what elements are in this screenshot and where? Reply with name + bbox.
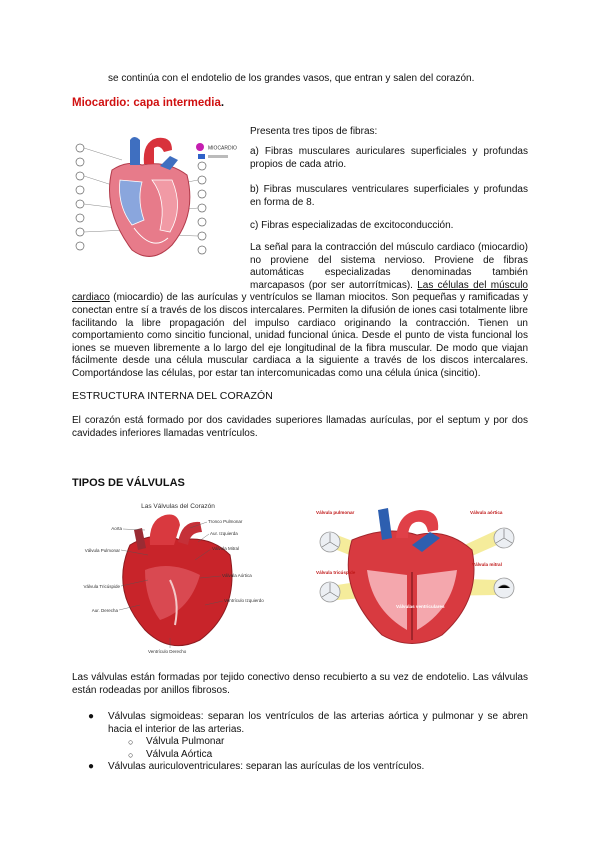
fibra-a: a) Fibras musculares auriculares superficiales y profundas propios de cada atrio.	[250, 146, 528, 170]
label-aorta: Aorta	[111, 526, 122, 531]
miocardio-legend-label: MIOCARDIO	[208, 145, 237, 152]
valvulas-heading: TIPOS DE VÁLVULAS	[72, 477, 185, 489]
heart-valves-illustration	[83, 500, 265, 660]
miocardio-heading	[72, 97, 224, 109]
sub-list-item	[88, 749, 528, 762]
label-valvula-tricuspide: Válvula Tricúspide	[83, 584, 120, 589]
label-valvula-aortica: Válvula Aórtica	[222, 573, 252, 578]
label-valvula-pulmonar: Válvula Pulmonar	[84, 548, 120, 553]
label-r-valvula-pulmonar: Válvula pulmonar	[316, 510, 355, 515]
label-tronco-pulmonar: Tronco Pulmonar	[208, 519, 243, 524]
estructura-heading: ESTRUCTURA INTERNA DEL CORAZÓN	[72, 390, 273, 402]
estructura-text: El corazón está formado por dos cavidades superiores llamadas aurículas, por el septum y por dos cavidades inferiores llamadas ventrículos.	[72, 415, 528, 439]
senal-paragraph	[72, 242, 528, 381]
label-aur-derecha: Aur. Derecha	[91, 608, 118, 613]
label-valvula-mitral: Válvula Mitral	[212, 546, 240, 551]
label-r-valvula-aortica: Válvula aórtica	[470, 510, 503, 515]
sub-list-item-text: Válvula Aórtica	[146, 748, 213, 760]
sub-list-item	[88, 736, 528, 749]
intro-text: se continúa con el endotelio de los grandes vasos, que entran y salen del corazón.	[108, 73, 475, 84]
list-item	[88, 711, 528, 736]
fibra-b: b) Fibras musculares ventriculares superficiales y profundas en forma de 8.	[250, 184, 528, 208]
senal-underlined-2: cardiaco	[72, 292, 110, 304]
valves-figure-title: Las Válvulas del Corazón	[141, 503, 215, 510]
label-r-valvula-tricuspide: Válvula tricúspide	[316, 570, 356, 575]
label-ventriculo-derecho: Ventrículo Derecho	[148, 649, 187, 654]
figure-float-spacer	[72, 242, 250, 292]
sub-list-item-text: Válvula Pulmonar	[146, 736, 225, 748]
miocardio-heading-text: Miocardio: capa intermedia	[72, 97, 221, 109]
senal-text-1: La señal para la contracción del músculo cardiaco (miocardio) no proviene del sistema nervioso. Proviene de fibras automáticas especializadas denominadas también marcapasos (por ser autorrítmicas).	[250, 242, 528, 291]
fibras-intro: Presenta tres tipos de fibras:	[250, 126, 378, 137]
valves-figure-left	[83, 500, 265, 660]
valves-cross-section-illustration	[312, 500, 522, 655]
label-aur-izquierda: Aur. Izquierda	[210, 531, 238, 536]
label-ventriculo-izquierdo: Ventrículo Izquierdo	[224, 598, 264, 603]
valvulas-text: Las válvulas están formadas por tejido conectivo denso recubierto a su vez de endotelio. Las válvulas están rodeadas por anillos fibrosos.	[72, 672, 528, 696]
heading-dot: .	[220, 97, 225, 109]
circle-bullet-icon: ○	[128, 737, 134, 748]
miocardio-legend-swatch	[196, 143, 204, 151]
circle-bullet-icon: ○	[128, 749, 134, 760]
bullet-icon: ●	[88, 711, 95, 722]
list-item-text: Válvulas auriculoventriculares: separan las aurículas de los ventrículos.	[108, 761, 425, 773]
label-r-valvulas-ventriculares: Válvulas ventriculares	[396, 604, 445, 609]
list-item-text: Válvulas sigmoideas: separan los ventrículos de las arterias aórtica y pulmonar y se abren hacia el interior de las arterias.	[108, 711, 528, 735]
fibra-c: c) Fibras especializadas de excitoconducción.	[250, 220, 454, 231]
senal-text-2: (miocardio) de las aurículas y ventrículos se llaman miocitos. Son pequeñas y ramificadas y conectan entre sí a través de los discos intercalares. Permiten la difusión de iones casi totalmente libre facilitando la libre propagación del impulso cardiaco originando la contracción. Tienen un comportamiento como sincitio funcional, unidad funcional única. Desde el punto de vista funcional los iones se mueven libremente a lo largo del eje longitudinal de la fibra muscular. De modo que viajan fácilmente desde una célula muscular cardiaca a la siguiente a través de los discos intercalares. Comportándose las células, por estar tan intercomunicadas como una célula única (sincitio).	[72, 292, 528, 379]
senal-underlined-1: Las células del músculo	[417, 279, 528, 291]
valves-figure-right	[312, 500, 522, 655]
valvulas-list	[88, 711, 528, 774]
label-r-valvula-mitral: Válvula mitral	[472, 562, 502, 567]
list-item	[88, 761, 528, 774]
bullet-icon: ●	[88, 761, 95, 773]
